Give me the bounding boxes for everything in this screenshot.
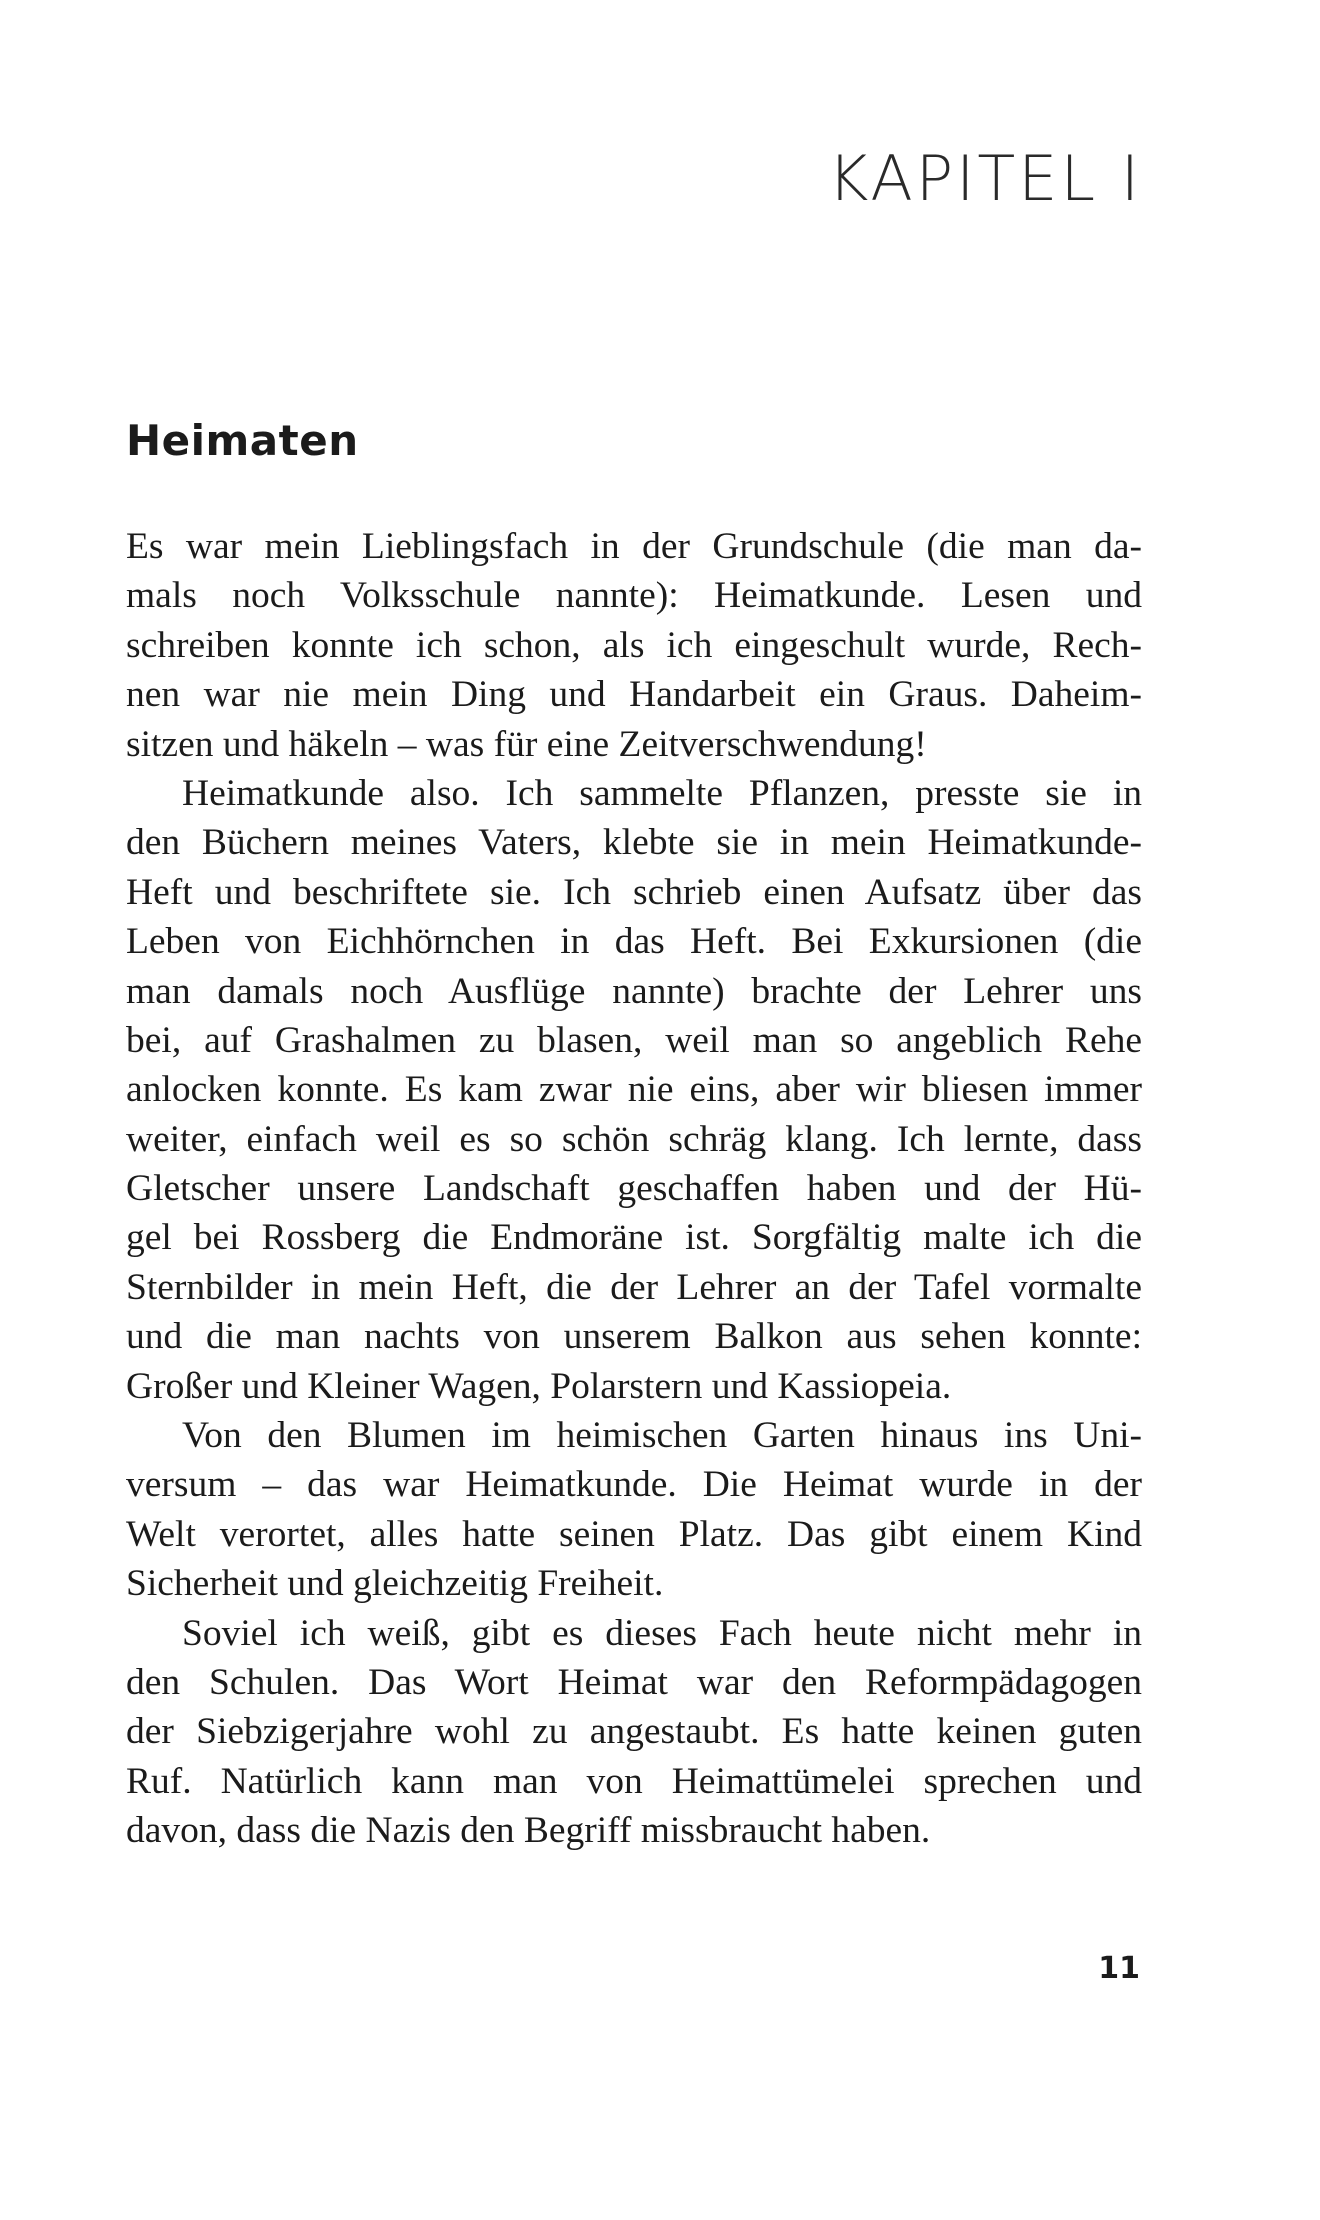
text-line: Großer und Kleiner Wagen, Polarstern und Kassiopeia. <box>126 1365 952 1407</box>
text-line: Leben von Eichhörnchen in das Heft. Bei Exkursionen (die <box>126 921 1142 963</box>
text-line: bei, auf Grashalmen zu blasen, weil man so angeblich Rehe <box>126 1019 1142 1061</box>
text-line: den Büchern meines Vaters, klebte sie in mein Heimatkunde- <box>126 822 1142 864</box>
text-line: versum – das war Heimatkunde. Die Heimat wurde in der <box>126 1464 1142 1506</box>
text-line: Ruf. Natürlich kann man von Heimattümelei sprechen und <box>126 1760 1142 1802</box>
chapter-heading: KAPITEL I <box>827 142 1142 215</box>
text-line: weiter, einfach weil es so schön schräg klang. Ich lernte, dass <box>126 1118 1142 1160</box>
text-line: Es war mein Lieblingsfach in der Grundschule (die man da- <box>126 526 1142 567</box>
section-title: Heimaten <box>126 416 359 465</box>
text-line: und die man nachts von unserem Balkon aus sehen konnte: <box>126 1316 1142 1358</box>
text-line: Sicherheit und gleichzeitig Freiheit. <box>126 1563 664 1605</box>
text-line: Gletscher unsere Landschaft geschaffen haben und der Hü- <box>126 1168 1142 1210</box>
text-line: mals noch Volksschule nannte): Heimatkunde. Lesen und <box>126 575 1142 617</box>
text-line: anlocken konnte. Es kam zwar nie eins, aber wir bliesen immer <box>126 1069 1142 1111</box>
text-line: man damals noch Ausflüge nannte) brachte der Lehrer uns <box>126 970 1142 1012</box>
text-line: den Schulen. Das Wort Heimat war den Reformpädagogen <box>126 1661 1142 1703</box>
text-line: nen war nie mein Ding und Handarbeit ein Graus. Daheim- <box>126 674 1142 716</box>
text-line: der Siebzigerjahre wohl zu angestaubt. Es hatte keinen guten <box>126 1711 1142 1753</box>
text-line: Welt verortet, alles hatte seinen Platz. Das gibt einem Kind <box>126 1513 1142 1555</box>
text-line: Heimatkunde also. Ich sammelte Pflanzen, presste sie in <box>182 772 1142 814</box>
text-line: schreiben konnte ich schon, als ich eingeschult wurde, Rech- <box>126 624 1142 666</box>
text-line: Soviel ich weiß, gibt es dieses Fach heute nicht mehr in <box>182 1612 1142 1654</box>
text-line: gel bei Rossberg die Endmoräne ist. Sorgfältig malte ich die <box>126 1217 1142 1259</box>
page-number: 11 <box>1098 1951 1140 1986</box>
text-line: Heft und beschriftete sie. Ich schrieb einen Aufsatz über das <box>126 871 1142 913</box>
text-line: davon, dass die Nazis den Begriff missbraucht haben. <box>126 1810 931 1852</box>
body-text <box>126 522 1142 1856</box>
text-line: sitzen und häkeln – was für eine Zeitverschwendung! <box>126 723 927 765</box>
text-line: Sternbilder in mein Heft, die der Lehrer an der Tafel vormalte <box>126 1266 1142 1308</box>
text-line: Von den Blumen im heimischen Garten hinaus ins Uni- <box>182 1415 1142 1457</box>
